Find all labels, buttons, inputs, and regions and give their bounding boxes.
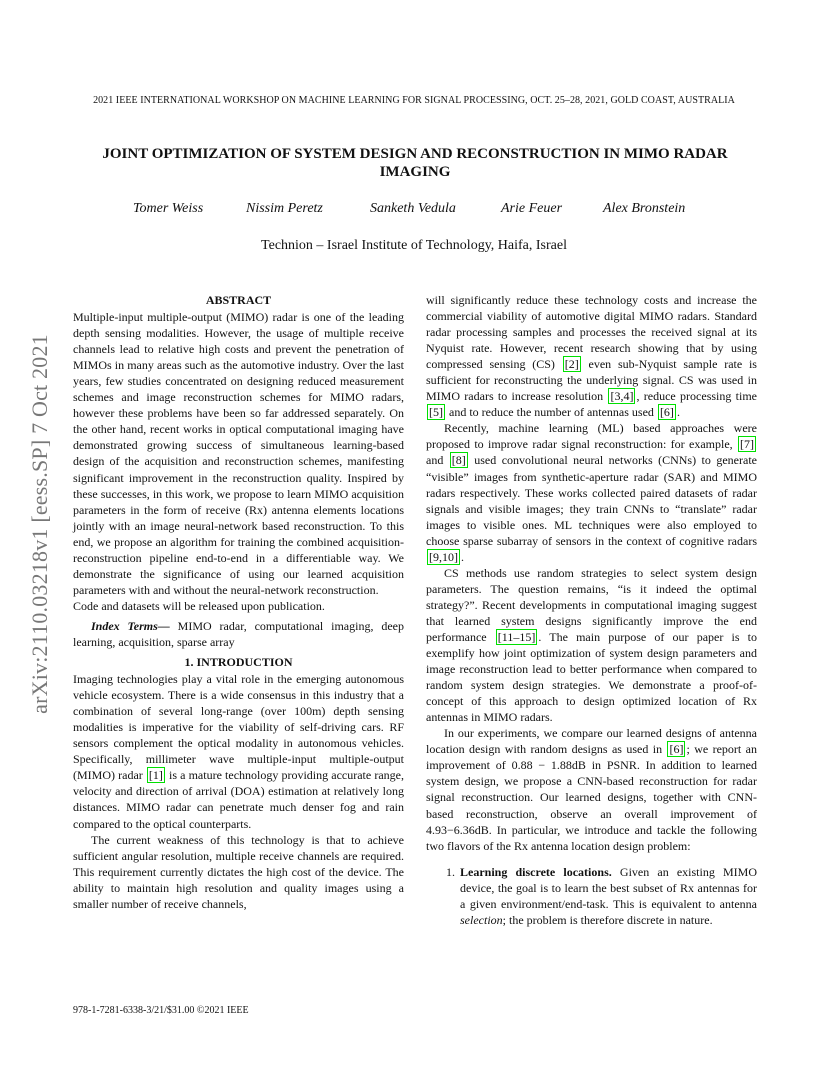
citation-link[interactable]: [3,4] (610, 389, 634, 404)
paper-title: JOINT OPTIMIZATION OF SYSTEM DESIGN AND RECONSTRUCTION IN MIMO RADAR IMAGING (102, 146, 728, 180)
intro-paragraph: Recently, machine learning (ML) based approaches were proposed to improve radar signal reconstruction: for example, [7] and [8] used convolutional neural networks (CNNs) to generate “visible” images from synthetic-aperture radar (SAR) and MIMO radars respectively. These works collected paired datasets of radar signals and visible images; they train CNNs to “translate” radar images to visible ones. ML techniques were also employed to choose sparse subarray of sensors in the context of cognitive radars [9,10] . (426, 421, 757, 564)
author-name: Nissim Peretz (246, 201, 323, 216)
list-item: 1. Learning discrete locations. Given an existing MIMO device, the goal is to learn the best subset of Rx antennas for a given environment/end-task. This is equivalent to antenna selection; the problem is therefore discrete in nature. (446, 864, 758, 927)
citation-link[interactable]: [2] (564, 357, 579, 372)
citation-link[interactable]: [9,10] (429, 549, 458, 564)
left-column (73, 292, 404, 912)
index-terms-label: Index Terms— (91, 618, 170, 633)
arxiv-stamp (10, 294, 70, 754)
intro-paragraph: Imaging technologies play a vital role in the emerging autonomous vehicle ecosystem. There is a wide consensus in this industry that a combination of several long-range (over 100m) depth sensing modalities is imperative for the viability of self-driving cars. RF sensors complement the optical modality in autonomous vehicles. Specifically, millimeter wave multiple-input multiple-output (MIMO) radar [1] is a mature technology providing accurate range, velocity and direction of arrival (DOA) estimation at relatively long distances. MIMO radar can penetrate much denser fog and rain compared to the optical counterparts. (73, 672, 404, 831)
index-terms (73, 618, 404, 650)
intro-paragraph: In our experiments, we compare our learned designs of antenna location design with random designs as used in [6] ; we report an improvement of 0.88 − 1.88dB in PSNR. In addition to learned system design, we propose a CNN-based reconstruction for radar signal reconstruction. Our learned designs, together with CNN-based reconstruction, observe an overall improvement of 4.93−6.36dB. In particular, we introduce and tackle the following two flavors of the Rx antenna location design problem: (426, 726, 757, 853)
list-number: 1. (446, 864, 455, 879)
author-name: Tomer Weiss (133, 201, 204, 216)
citation-link[interactable]: [8] (451, 453, 466, 468)
arxiv-identifier: arXiv:2110.03218v1 [eess.SP] 7 Oct 2021 (27, 334, 52, 714)
index-terms-text: MIMO radar, computational imaging, deep learning, acquisition, sparse array (73, 618, 404, 649)
intro-paragraph: The current weakness of this technology is that to achieve sufficient angular resolution, multiple receive channels are required. This requirement currently dictates the high cost of the device. The ability to maintain high resolution and quality images using a smaller number of receive channels, (73, 832, 404, 911)
introduction-heading: 1. INTRODUCTION (184, 655, 293, 670)
citation-link[interactable]: [1] (148, 768, 163, 783)
code-note: Code and datasets will be released upon publication. (73, 598, 325, 613)
citation-link[interactable]: [7] (740, 437, 754, 452)
right-column (426, 292, 757, 928)
conference-header: 2021 IEEE INTERNATIONAL WORKSHOP ON MACHINE LEARNING FOR SIGNAL PROCESSING, OCT. 25–28, 2021, GOLD COAST, AUSTRALIA (93, 95, 735, 106)
abstract-heading: ABSTRACT (205, 293, 272, 307)
citation-link[interactable]: [5] (429, 405, 443, 420)
intro-paragraph: CS methods use random strategies to select system design parameters. The question remains, “is it indeed the optimal strategy?”. Recent developments in computational imaging suggest that learned system designs significantly improve the end performance [11–15] . The main purpose of our paper is to exemplify how joint optimization of system design parameters and image reconstruction lead to better performance when compared to random system design strategies. We demonstrate a proof-of-concept of this approach to design optimized location of Rx antennas in MIMO radars. (426, 565, 757, 725)
copyright-footer: 978-1-7281-6338-3/21/$31.00 ©2021 IEEE (73, 1005, 249, 1016)
author-name: Arie Feuer (501, 201, 563, 216)
abstract-text: Multiple-input multiple-output (MIMO) radar is one of the leading depth sensing modalities. However, the usage of multiple receive channels lead to relative high costs and prevent the penetration of MIMOs in many areas such as the automotive industry. Over the last years, few studies concentrated on designing reduced measurement schemes and image reconstruction schemes for MIMO radars, however these problems have been so far addressed separately. On the other hand, recent works in optical computational imaging have demonstrated growing success of simultaneous learning-based design of the acquisition and reconstruction schemes, manifesting significant improvement in the reconstruction quality. Inspired by these successes, in this work, we propose to learn MIMO acquisition parameters in the form of receive (Rx) antenna elements locations jointly with an image neural-network based reconstruction. To this end, we propose an algorithm for training the combined acquisition-reconstruction pipeline end-to-end in a differentiable way. We demonstrate the significance of using our learned acquisition parameters with and without the neural-network reconstruction. (73, 310, 404, 597)
author-name: Sanketh Vedula (370, 201, 456, 216)
intro-paragraph: will significantly reduce these technology costs and increase the commercial viability of automotive digital MIMO radars. Standard radar processing samples and processes the received signal at its Nyquist rate. However, recent research showing that by using compressed sensing (CS) [2] even sub-Nyquist sample rate is sufficient for reconstructing the underlying signal. CS was used in MIMO radars to increase resolution [3,4] , reduce processing time [5] and to reduce the number of antennas used [6] . (426, 293, 758, 420)
citation-link[interactable]: [6] (669, 742, 684, 757)
author-name: Alex Bronstein (603, 201, 686, 216)
citation-link[interactable]: [11–15] (497, 629, 536, 644)
citation-link[interactable]: [6] (659, 405, 674, 420)
affiliation: Technion – Israel Institute of Technology, Haifa, Israel (261, 238, 567, 253)
